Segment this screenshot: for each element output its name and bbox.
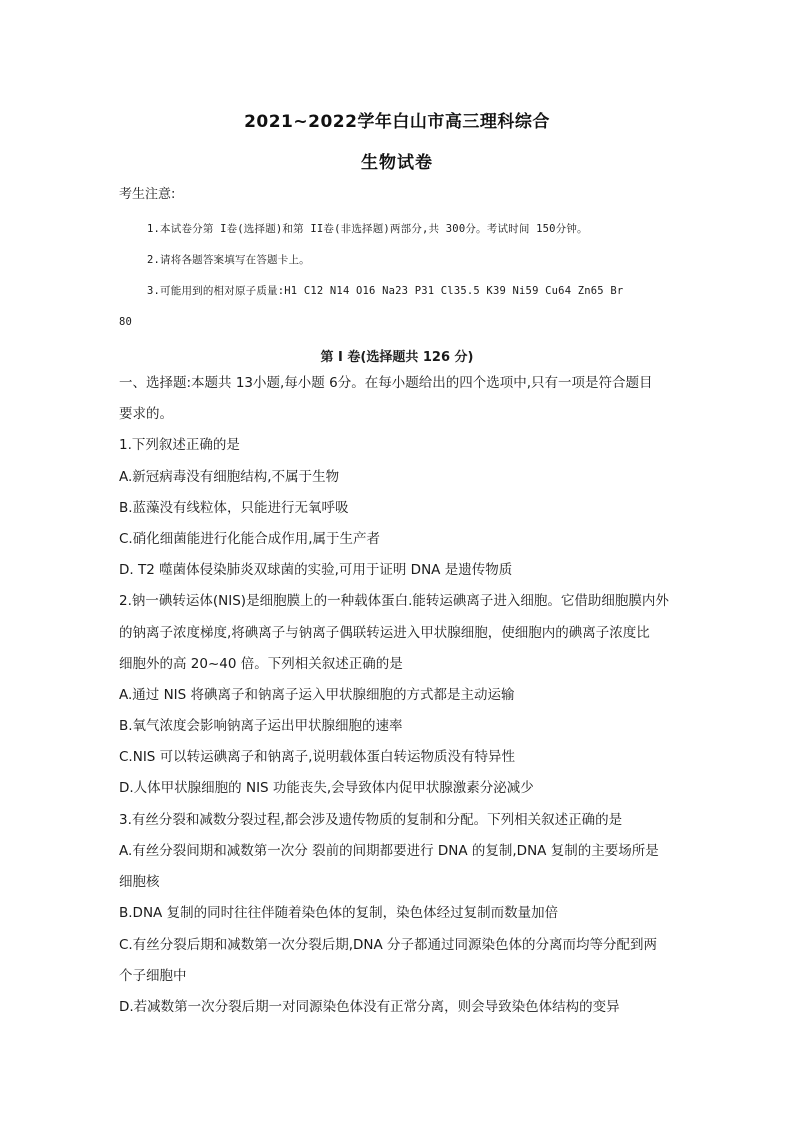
question-2-stem-line-3: 细胞外的高 20~40 倍。下列相关叙述正确的是 [119, 656, 403, 672]
exam-title: 2021~2022学年白山市高三理科综合 [244, 112, 550, 132]
notice-item-2: 2.请将各题答案填写在答题卡上。 [147, 254, 310, 266]
question-3-stem: 3.有丝分裂和减数分裂过程,都会涉及遗传物质的复制和分配。下列相关叙述正确的是 [119, 812, 623, 828]
notice-item-3: 3.可能用到的相对原子质量:H1 C12 N14 O16 Na23 P31 Cl35.5 K39 Ni59 Cu64 Zn65 Br [147, 285, 624, 297]
section-intro-line-2: 要求的。 [119, 406, 173, 422]
section-title: 第 I 卷(选择题共 126 分) [320, 350, 474, 365]
question-2-option-b: B.氧气浓度会影响钠离子运出甲状腺细胞的速率 [119, 718, 403, 734]
notice-item-1: 1.本试卷分第 I卷(选择题)和第 II卷(非选择题)两部分,共 300分。考试时间 150分钟。 [147, 223, 588, 235]
question-3-option-a-line-2: 细胞核 [119, 874, 160, 890]
question-1-stem: 1.下列叙述正确的是 [119, 437, 240, 453]
question-2-option-a: A.通过 NIS 将碘离子和钠离子运入甲状腺细胞的方式都是主动运输 [119, 687, 515, 703]
question-1-option-c: C.硝化细菌能进行化能合成作用,属于生产者 [119, 531, 381, 547]
question-1-option-b: B.蓝藻没有线粒体，只能进行无氧呼吸 [119, 500, 349, 516]
section-intro-line-1: 一、选择题:本题共 13小题,每小题 6分。在每小题给出的四个选项中,只有一项是符合题目 [119, 375, 653, 391]
notice-item-3-continued: 80 [119, 316, 133, 328]
question-2-option-d: D.人体甲状腺细胞的 NIS 功能丧失,会导致体内促甲状腺激素分泌减少 [119, 780, 534, 796]
question-3-option-a-line-1: A.有丝分裂间期和减数第一次分 裂前的间期都要进行 DNA 的复制,DNA 复制的主要场所是 [119, 843, 659, 859]
notice-heading: 考生注意: [119, 187, 176, 202]
question-3-option-c-line-2: 个子细胞中 [119, 968, 187, 984]
question-3-option-b: B.DNA 复制的同时往往伴随着染色体的复制，染色体经过复制而数量加倍 [119, 905, 559, 921]
question-3-option-c-line-1: C.有丝分裂后期和减数第一次分裂后期,DNA 分子都通过同源染色体的分离而均等分配到两 [119, 937, 658, 953]
question-2-stem-line-1: 2.钠一碘转运体(NIS)是细胞膜上的一种载体蛋白.能转运碘离子进入细胞。它借助细胞膜内外 [119, 593, 669, 609]
question-1-option-d: D. T2 噬菌体侵染肺炎双球菌的实验,可用于证明 DNA 是遗传物质 [119, 562, 513, 578]
question-3-option-d: D.若减数第一次分裂后期一对同源染色体没有正常分离，则会导致染色体结构的变异 [119, 999, 620, 1015]
question-2-stem-line-2: 的钠离子浓度梯度,将碘离子与钠离子偶联转运进入甲状腺细胞，使细胞内的碘离子浓度比 [119, 625, 650, 641]
exam-subtitle: 生物试卷 [361, 153, 433, 173]
question-1-option-a: A.新冠病毒没有细胞结构,不属于生物 [119, 469, 340, 485]
question-2-option-c: C.NIS 可以转运碘离子和钠离子,说明载体蛋白转运物质没有特异性 [119, 749, 515, 765]
